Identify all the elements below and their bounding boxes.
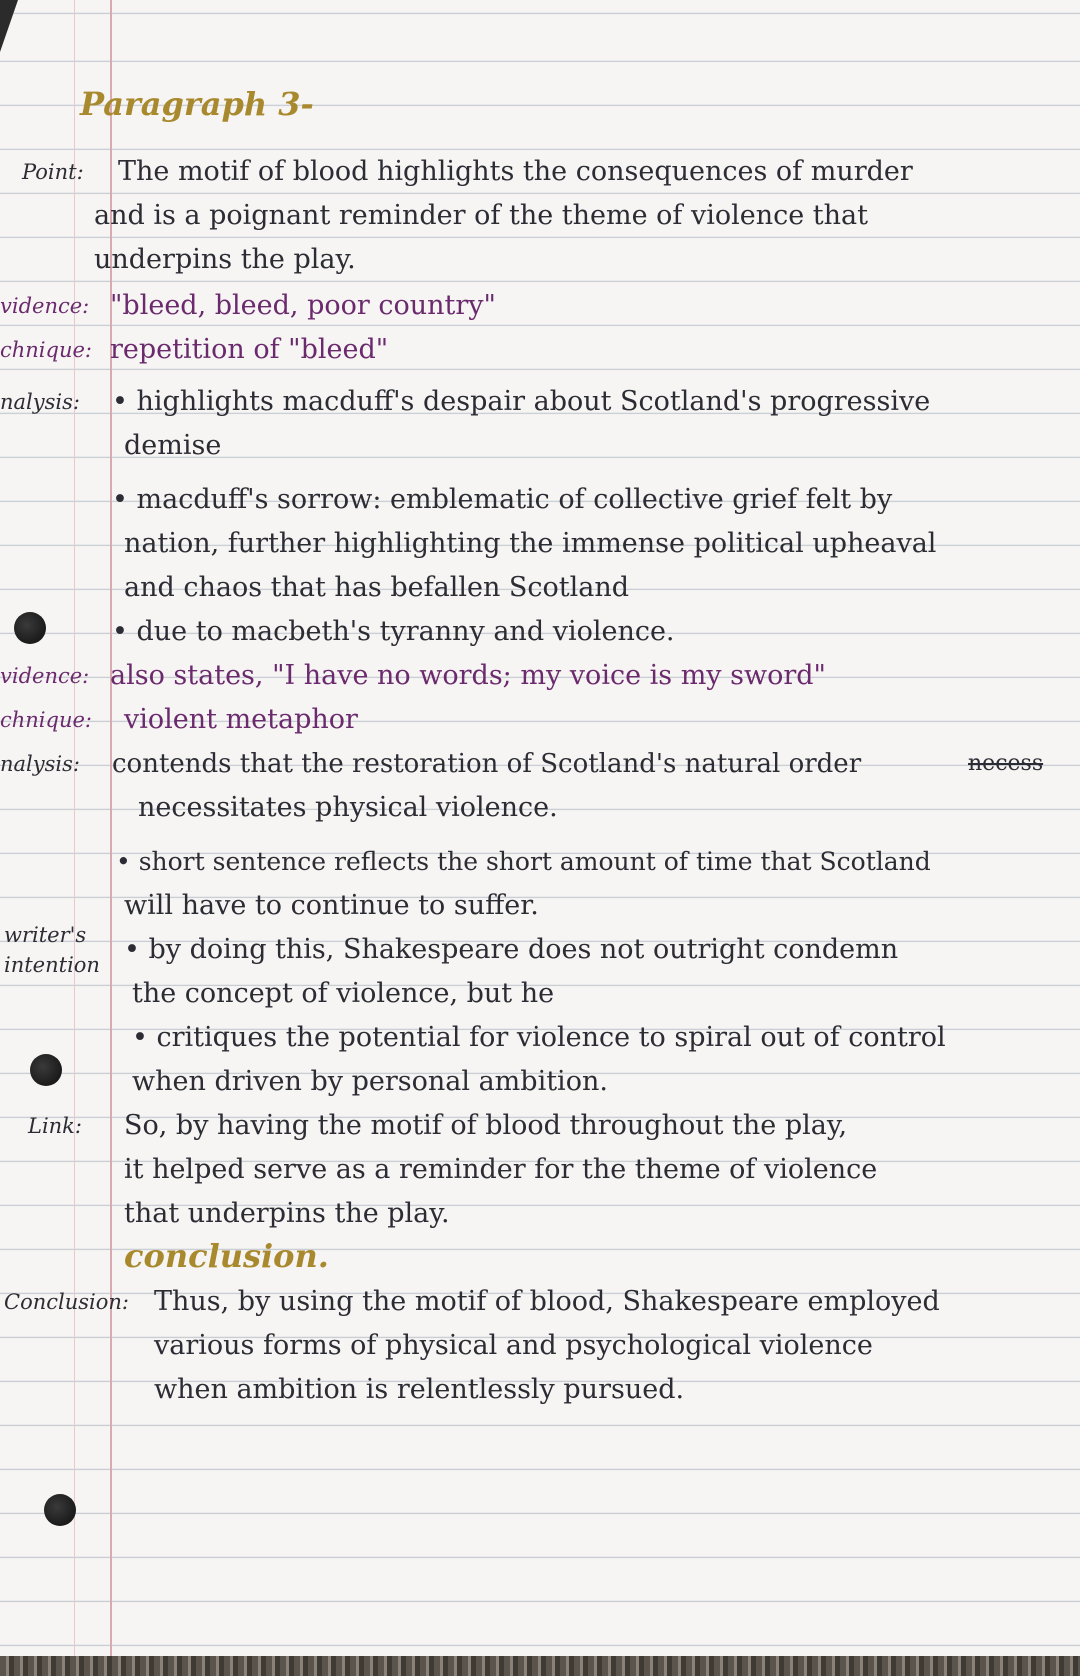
technique-1-text: repetition of "bleed" xyxy=(110,334,389,365)
label-writers-intention-1: writer's xyxy=(4,923,87,947)
analysis-2-line-b: necessitates physical violence. xyxy=(138,792,558,823)
label-link: Link: xyxy=(28,1114,82,1138)
analysis-1-line-c: • macduff's sorrow: emblematic of collective grief felt by xyxy=(112,484,893,515)
analysis-1-line-e: and chaos that has befallen Scotland xyxy=(124,572,630,603)
punch-hole-1 xyxy=(14,612,46,644)
margin-line-faint xyxy=(74,0,75,1676)
page-corner-shadow xyxy=(0,0,18,52)
evidence-2-text: also states, "I have no words; my voice is my sword" xyxy=(110,660,826,691)
punch-hole-2 xyxy=(30,1054,62,1086)
label-technique-1: chnique: xyxy=(0,338,92,362)
label-analysis-1: nalysis: xyxy=(0,390,80,414)
analysis-2-line-a: contends that the restoration of Scotland's natural order xyxy=(112,749,862,779)
analysis-1-line-d: nation, further highlighting the immense political upheaval xyxy=(124,528,937,559)
analysis-2-line-c: • short sentence reflects the short amount of time that Scotland xyxy=(116,847,931,876)
intention-line-4: when driven by personal ambition. xyxy=(132,1066,608,1097)
analysis-2-struck-word: necess xyxy=(968,751,1044,776)
conclusion-line-2: various forms of physical and psychological violence xyxy=(154,1330,873,1361)
label-evidence-1: vidence: xyxy=(0,294,90,318)
conclusion-line-1: Thus, by using the motif of blood, Shakespeare employed xyxy=(154,1286,940,1317)
link-line-3: that underpins the play. xyxy=(124,1198,450,1229)
label-technique-2: chnique: xyxy=(0,708,92,732)
notebook-bottom-edge xyxy=(0,1656,1080,1676)
point-line-1: The motif of blood highlights the consequences of murder xyxy=(118,156,913,187)
technique-2-text: violent metaphor xyxy=(124,704,358,735)
link-line-1: So, by having the motif of blood throughout the play, xyxy=(124,1110,848,1141)
point-line-3: underpins the play. xyxy=(94,244,356,275)
link-line-2: it helped serve as a reminder for the theme of violence xyxy=(124,1154,878,1185)
analysis-2-line-d: will have to continue to suffer. xyxy=(124,890,539,921)
analysis-1-line-b: demise xyxy=(124,430,222,461)
label-point: Point: xyxy=(22,160,84,184)
evidence-1-text: "bleed, bleed, poor country" xyxy=(110,290,496,321)
analysis-1-line-f: • due to macbeth's tyranny and violence. xyxy=(112,616,675,647)
conclusion-line-3: when ambition is relentlessly pursued. xyxy=(154,1374,685,1405)
intention-line-3: • critiques the potential for violence to spiral out of control xyxy=(132,1022,946,1053)
intention-line-2: the concept of violence, but he xyxy=(132,978,555,1009)
label-conclusion: Conclusion: xyxy=(4,1290,129,1314)
conclusion-heading: conclusion. xyxy=(124,1237,329,1275)
intention-line-1: • by doing this, Shakespeare does not outright condemn xyxy=(124,934,899,965)
label-writers-intention-2: intention xyxy=(4,953,100,977)
label-analysis-2: nalysis: xyxy=(0,752,80,776)
paragraph-heading: Paragraph 3- xyxy=(80,85,314,123)
point-line-2: and is a poignant reminder of the theme of violence that xyxy=(94,200,868,231)
punch-hole-3 xyxy=(44,1494,76,1526)
label-evidence-2: vidence: xyxy=(0,664,90,688)
analysis-1-line-a: • highlights macduff's despair about Scotland's progressive xyxy=(112,386,931,417)
